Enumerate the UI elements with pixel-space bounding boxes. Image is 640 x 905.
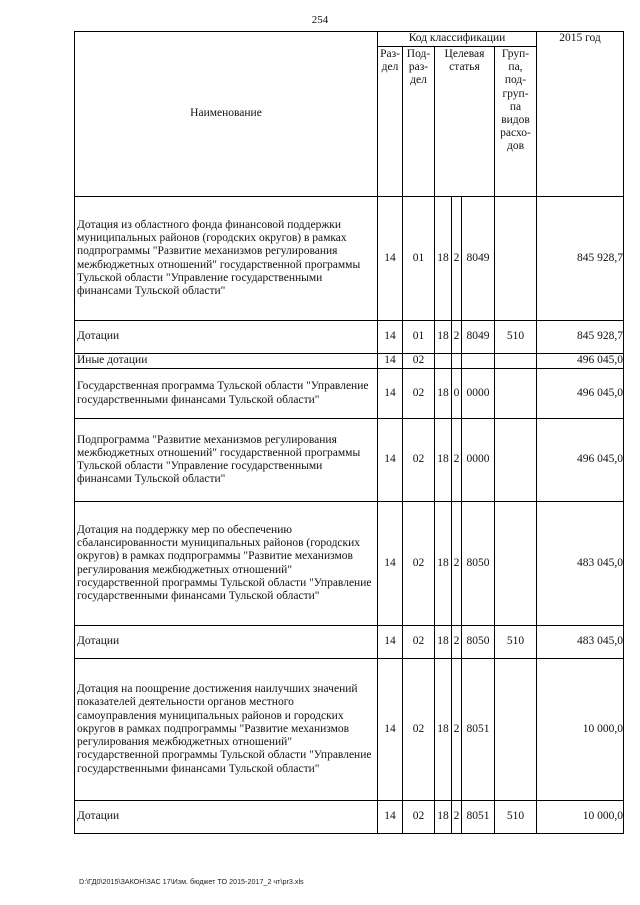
row-subsection: 02 bbox=[403, 369, 435, 419]
row-target-program: 18 bbox=[435, 626, 452, 659]
table-row bbox=[75, 369, 624, 419]
row-group bbox=[495, 659, 537, 801]
row-target-program: 18 bbox=[435, 502, 452, 626]
table-row bbox=[75, 502, 624, 626]
header-subsection-line: дел bbox=[410, 74, 427, 87]
row-amount: 496 045,0 bbox=[537, 354, 624, 369]
budget-table bbox=[74, 31, 624, 834]
header-group bbox=[495, 47, 537, 197]
row-target-program: 18 bbox=[435, 419, 452, 502]
row-amount: 483 045,0 bbox=[537, 502, 624, 626]
table-row bbox=[75, 197, 624, 321]
table-row bbox=[75, 626, 624, 659]
row-target-subprogram: 2 bbox=[452, 801, 462, 834]
header-target-line: статья bbox=[449, 61, 480, 74]
header-section-line: дел bbox=[381, 61, 399, 74]
row-group: 510 bbox=[495, 321, 537, 354]
row-section: 14 bbox=[378, 502, 403, 626]
row-amount: 845 928,7 bbox=[537, 321, 624, 354]
header-group-line: расхо- bbox=[500, 127, 531, 140]
row-name: Дотация на поддержку мер по обеспечению сбалансированности муниципальных районов (городских округов) в рамках подпрограммы "Развитие механизмов регулирования межбюджетных отношений" государственной программы Тульской области "Управление государственными финансами Тульской области" bbox=[75, 502, 378, 626]
row-amount: 845 928,7 bbox=[537, 197, 624, 321]
row-name: Дотации bbox=[75, 801, 378, 834]
row-name: Иные дотации bbox=[75, 354, 378, 369]
header-year: 2015 год bbox=[537, 32, 624, 197]
row-target-program bbox=[435, 354, 452, 369]
header-group-line: под- bbox=[504, 74, 527, 87]
row-section: 14 bbox=[378, 197, 403, 321]
row-target-code: 8049 bbox=[462, 197, 495, 321]
header-target-line: Целевая bbox=[444, 48, 485, 60]
table-row bbox=[75, 659, 624, 801]
row-subsection: 02 bbox=[403, 419, 435, 502]
table-row bbox=[75, 354, 624, 369]
page-number: 254 bbox=[311, 14, 329, 26]
row-section: 14 bbox=[378, 626, 403, 659]
row-target-program: 18 bbox=[435, 321, 452, 354]
row-amount: 483 045,0 bbox=[537, 626, 624, 659]
row-amount: 10 000,0 bbox=[537, 659, 624, 801]
row-subsection: 02 bbox=[403, 502, 435, 626]
row-group: 510 bbox=[495, 801, 537, 834]
header-group-line: видов bbox=[501, 114, 530, 127]
row-section: 14 bbox=[378, 369, 403, 419]
row-target-code: 8051 bbox=[462, 659, 495, 801]
row-target-program: 18 bbox=[435, 659, 452, 801]
file-path-footer: D:\ГД0\2015\ЗАКОН\ЗАС 17\Изм. бюджет ТО 2015-2017_2 чт\pr3.xls bbox=[79, 877, 304, 886]
row-amount: 10 000,0 bbox=[537, 801, 624, 834]
row-target-code: 0000 bbox=[462, 419, 495, 502]
header-group-line: груп- bbox=[502, 87, 529, 100]
row-group bbox=[495, 354, 537, 369]
header-classification: Код классификации bbox=[378, 32, 537, 47]
row-target-subprogram: 2 bbox=[452, 197, 462, 321]
header-group-line: Груп- bbox=[501, 48, 530, 60]
header-group-line: па, bbox=[508, 61, 523, 74]
row-target-subprogram: 2 bbox=[452, 502, 462, 626]
row-name: Дотация из областного фонда финансовой поддержки муниципальных районов (городских округов) в рамках подпрограммы "Развитие механизмов регулирования межбюджетных отношений" государственной программы Тульской области "Управление государственными финансами Тульской области" bbox=[75, 197, 378, 321]
row-subsection: 02 bbox=[403, 354, 435, 369]
row-amount: 496 045,0 bbox=[537, 419, 624, 502]
row-section: 14 bbox=[378, 801, 403, 834]
row-section: 14 bbox=[378, 354, 403, 369]
row-target-code: 8050 bbox=[462, 626, 495, 659]
row-subsection: 02 bbox=[403, 626, 435, 659]
table-row bbox=[75, 419, 624, 502]
row-name: Дотации bbox=[75, 626, 378, 659]
row-group bbox=[495, 197, 537, 321]
row-target-code: 0000 bbox=[462, 369, 495, 419]
row-subsection: 02 bbox=[403, 659, 435, 801]
row-target-program: 18 bbox=[435, 197, 452, 321]
table-row bbox=[75, 801, 624, 834]
header-section bbox=[378, 47, 403, 197]
table-row bbox=[75, 321, 624, 354]
row-name: Подпрограмма "Развитие механизмов регулирования межбюджетных отношений" государственной программы Тульской области "Управление государственными финансами Тульской области" bbox=[75, 419, 378, 502]
header-target bbox=[435, 47, 495, 197]
header-name: Наименование bbox=[75, 32, 378, 197]
header-group-line: па bbox=[509, 100, 522, 113]
header-subsection-line: раз- bbox=[408, 61, 429, 74]
row-group bbox=[495, 502, 537, 626]
row-target-subprogram: 2 bbox=[452, 626, 462, 659]
row-target-subprogram bbox=[452, 354, 462, 369]
row-target-subprogram: 2 bbox=[452, 321, 462, 354]
row-target-code: 8049 bbox=[462, 321, 495, 354]
row-group bbox=[495, 419, 537, 502]
header-group-line: дов bbox=[506, 140, 525, 153]
row-name: Дотация на поощрение достижения наилучших значений показателей деятельности органов местного самоуправления муниципальных районов и городских округов в рамках подпрограммы "Развитие механизмов регулирования межбюджетных отношений" государственной программы Тульской области "Управление государственными финансами Тульской области" bbox=[75, 659, 378, 801]
row-subsection: 01 bbox=[403, 197, 435, 321]
row-name: Дотации bbox=[75, 321, 378, 354]
row-subsection: 01 bbox=[403, 321, 435, 354]
row-target-program: 18 bbox=[435, 801, 452, 834]
row-amount: 496 045,0 bbox=[537, 369, 624, 419]
header-subsection-line: Под- bbox=[406, 48, 431, 60]
row-target-code bbox=[462, 354, 495, 369]
header-section-line: Раз- bbox=[380, 48, 400, 60]
row-target-code: 8051 bbox=[462, 801, 495, 834]
row-target-subprogram: 2 bbox=[452, 419, 462, 502]
row-section: 14 bbox=[378, 419, 403, 502]
row-group: 510 bbox=[495, 626, 537, 659]
row-target-code: 8050 bbox=[462, 502, 495, 626]
row-name: Государственная программа Тульской области "Управление государственными финансами Тульской области" bbox=[75, 369, 378, 419]
row-target-subprogram: 2 bbox=[452, 659, 462, 801]
row-target-subprogram: 0 bbox=[452, 369, 462, 419]
row-group bbox=[495, 369, 537, 419]
row-target-program: 18 bbox=[435, 369, 452, 419]
header-subsection bbox=[403, 47, 435, 197]
row-section: 14 bbox=[378, 321, 403, 354]
row-subsection: 02 bbox=[403, 801, 435, 834]
row-section: 14 bbox=[378, 659, 403, 801]
